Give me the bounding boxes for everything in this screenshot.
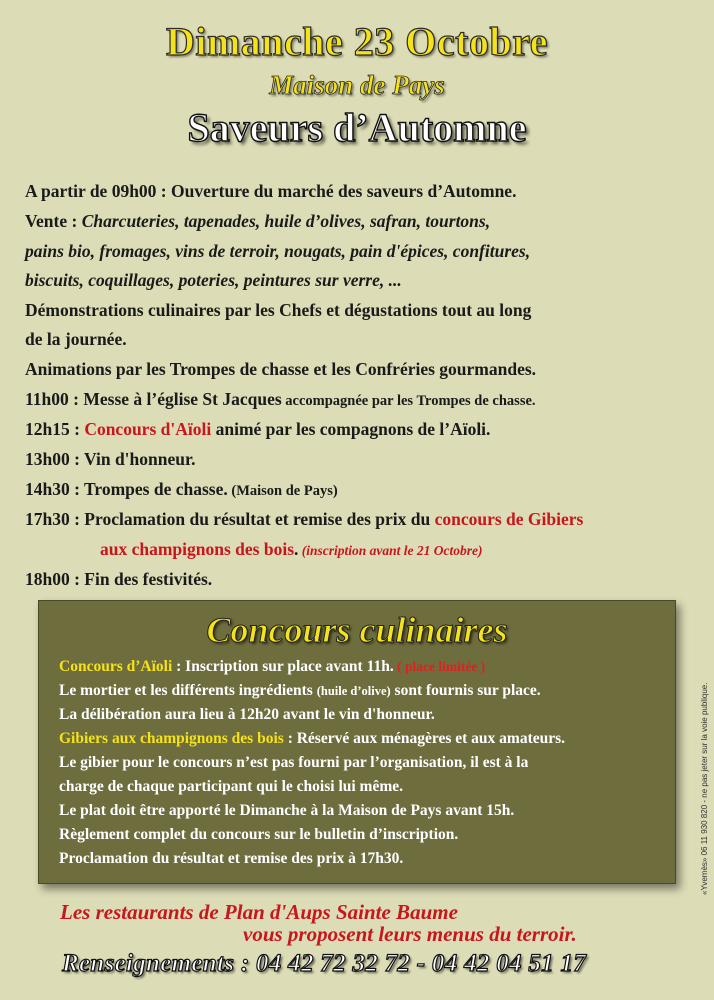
contest-line: Proclamation du résultat et remise des prix à 17h30. (59, 850, 404, 867)
program-line: biscuits, coquillages, poteries, peintures sur verre, ... (25, 270, 402, 290)
contest-line: Concours d’Aïoli : Inscription sur place avant 11h. ( place limitée ) (59, 658, 486, 675)
printer-credit: «Yvemès» 06 11 930 820 - ne pas jeter sur la voie publique. (700, 682, 709, 895)
program-line: pains bio, fromages, vins de terroir, nougats, pain d'épices, confitures, (25, 241, 531, 261)
program-line: de la journée. (25, 329, 127, 349)
contest-line: Gibiers aux champignons des bois : Réservé aux ménagères et aux amateurs. (59, 730, 566, 747)
event-venue: Maison de Pays (269, 70, 445, 100)
contact-phones: Renseignements : 04 42 72 32 72 - 04 42 04 51 17 (62, 950, 587, 977)
contest-title: Concours culinaires (206, 610, 508, 650)
program-line: 14h30 : Trompes de chasse. (Maison de Pays) (25, 479, 338, 499)
contest-line: charge de chaque participant qui le choisi lui même. (59, 778, 404, 795)
program-line: aux champignons des bois. (inscription avant le 21 Octobre) (100, 539, 483, 559)
contest-line: Le plat doit être apporté le Dimanche à la Maison de Pays avant 15h. (59, 802, 515, 819)
program-line: 13h00 : Vin d'honneur. (25, 449, 196, 469)
program-line: 11h00 : Messe à l’église St Jacques accompagnée par les Trompes de chasse. (25, 389, 536, 409)
event-title: Saveurs d’Automne (187, 105, 527, 150)
program-line: Vente : Charcuteries, tapenades, huile d’olives, safran, tourtons, (25, 211, 491, 231)
program-line: 18h00 : Fin des festivités. (25, 569, 213, 589)
contest-line: La délibération aura lieu à 12h20 avant le vin d'honneur. (59, 706, 435, 723)
program-line: 17h30 : Proclamation du résultat et remise des prix du concours de Gibiers (25, 509, 584, 529)
program-line: Démonstrations culinaires par les Chefs et dégustations tout au long (25, 300, 532, 320)
restaurants-line-1: Les restaurants de Plan d'Aups Sainte Baume (60, 900, 458, 924)
program-line: A partir de 09h00 : Ouverture du marché des saveurs d’Automne. (25, 181, 517, 201)
event-date: Dimanche 23 Octobre (165, 19, 549, 64)
restaurants-line-2: vous proposent leurs menus du terroir. (243, 922, 577, 946)
contest-line: Le gibier pour le concours n’est pas fourni par l’organisation, il est à la (59, 754, 529, 771)
contest-line: Le mortier et les différents ingrédients (huile d’olive) sont fournis sur place. (59, 682, 541, 699)
contest-box (38, 600, 676, 884)
program-line: 12h15 : Concours d'Aïoli animé par les compagnons de l’Aïoli. (25, 419, 491, 439)
contest-line: Règlement complet du concours sur le bulletin d’inscription. (59, 826, 459, 843)
program-line: Animations par les Trompes de chasse et les Confréries gourmandes. (25, 359, 537, 379)
